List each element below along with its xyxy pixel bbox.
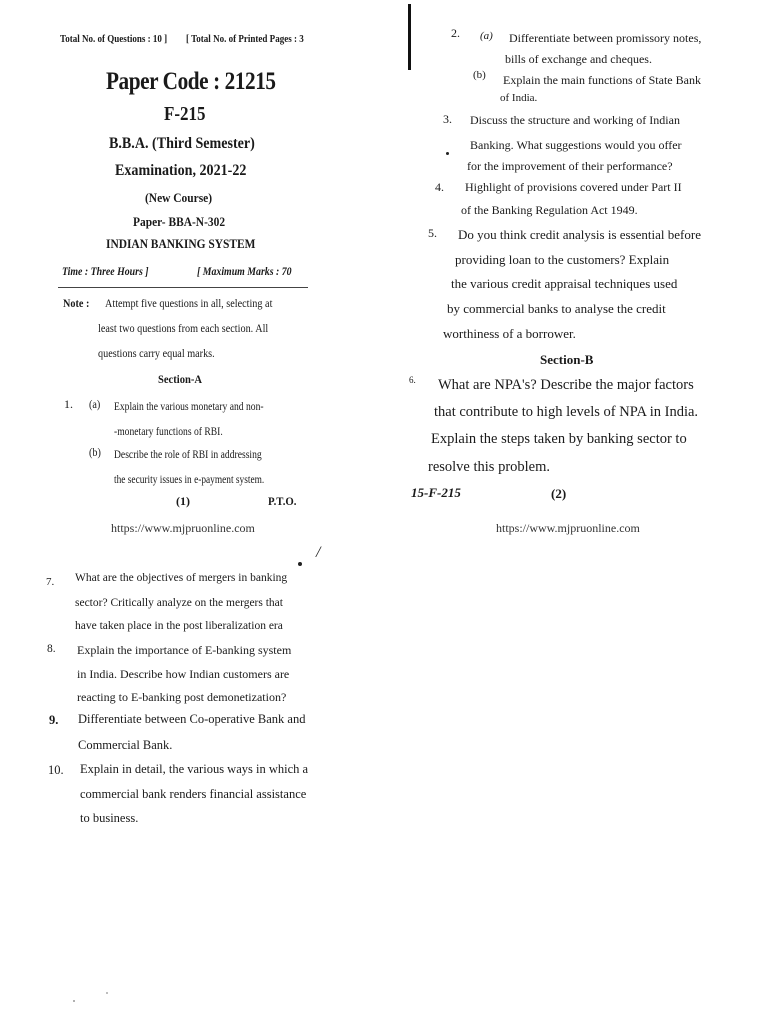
scan-divider-mark bbox=[408, 4, 411, 70]
total-questions: Total No. of Questions : 10 ] bbox=[60, 33, 168, 45]
q5-line-4: by commercial banks to analyse the credit bbox=[447, 301, 666, 316]
q2b-line-2: of India. bbox=[500, 92, 538, 104]
scan-speck bbox=[298, 562, 302, 566]
right-page-number: (2) bbox=[551, 486, 567, 501]
q10-number: 10. bbox=[48, 763, 64, 777]
note-line-3: questions carry equal marks. bbox=[98, 346, 215, 360]
q9-number: 9. bbox=[49, 713, 59, 727]
q5-line-5: worthiness of a borrower. bbox=[443, 326, 576, 341]
q10-line-3: to business. bbox=[80, 811, 139, 825]
pto-label: P.T.O. bbox=[268, 494, 297, 508]
q1b-line-1: Describe the role of RBI in addressing bbox=[114, 447, 262, 461]
q1-number: 1. bbox=[64, 397, 73, 411]
q5-line-3: the various credit appraisal techniques used bbox=[451, 276, 678, 291]
paper-code: Paper Code : 21215 bbox=[106, 68, 276, 95]
maximum-marks: [ Maximum Marks : 70 bbox=[197, 264, 292, 278]
q8-number: 8. bbox=[47, 643, 56, 655]
right-page-url: https://www.mjpruonline.com bbox=[496, 521, 640, 535]
q5-line-2: providing loan to the customers? Explain bbox=[455, 252, 670, 267]
course-title: B.B.A. (Third Semester) bbox=[109, 135, 255, 152]
left-page-url: https://www.mjpruonline.com bbox=[111, 521, 255, 535]
q6-line-4: resolve this problem. bbox=[428, 459, 551, 475]
note-line-2: least two questions from each section. All bbox=[98, 321, 269, 335]
q2b-line-1: Explain the main functions of State Bank bbox=[503, 73, 701, 87]
q4-line-1: Highlight of provisions covered under Part II bbox=[465, 180, 682, 194]
section-a-heading: Section-A bbox=[158, 372, 202, 386]
q2-number: 2. bbox=[451, 26, 460, 40]
q3-number: 3. bbox=[443, 112, 452, 126]
q3-line-2: Banking. What suggestions would you offer bbox=[470, 138, 682, 152]
header-divider bbox=[58, 287, 308, 288]
q6-line-1: What are NPA's? Describe the major factors bbox=[438, 377, 694, 393]
q7-line-2: sector? Critically analyze on the mergers that bbox=[75, 597, 283, 609]
q7-line-3: have taken place in the post liberalization era bbox=[75, 620, 283, 632]
q10-line-2: commercial bank renders financial assistance bbox=[80, 787, 307, 801]
left-page-number: (1) bbox=[176, 494, 190, 508]
q6-line-3: Explain the steps taken by banking sector to bbox=[431, 431, 687, 447]
q3-line-1: Discuss the structure and working of Indian bbox=[470, 113, 680, 127]
scan-speck bbox=[446, 152, 449, 155]
q2a-line-2: bills of exchange and cheques. bbox=[505, 52, 652, 66]
q2a-label: (a) bbox=[480, 30, 493, 42]
q5-line-1: Do you think credit analysis is essential before bbox=[458, 227, 701, 242]
q1b-line-2: the security issues in e-payment system. bbox=[114, 472, 265, 486]
q6-line-2: that contribute to high levels of NPA in India. bbox=[434, 404, 699, 420]
total-printed-pages: [ Total No. of Printed Pages : 3 bbox=[186, 33, 304, 45]
q7-number: 7. bbox=[46, 576, 55, 588]
q9-line-1: Differentiate between Co-operative Bank and bbox=[78, 712, 306, 726]
q9-line-2: Commercial Bank. bbox=[78, 738, 173, 752]
q6-number: 6. bbox=[409, 375, 416, 385]
exam-code: F-215 bbox=[164, 103, 206, 125]
right-footer-code: 15-F-215 bbox=[411, 485, 461, 500]
q4-line-2: of the Banking Regulation Act 1949. bbox=[461, 203, 638, 217]
q1a-label: (a) bbox=[89, 397, 101, 411]
q8-line-1: Explain the importance of E-banking system bbox=[77, 643, 292, 657]
q4-number: 4. bbox=[435, 180, 444, 194]
scan-speck bbox=[106, 992, 108, 994]
q2a-line-1: Differentiate between promissory notes, bbox=[509, 31, 702, 45]
q8-line-3: reacting to E-banking post demonetization? bbox=[77, 690, 287, 704]
scan-speck bbox=[73, 1000, 75, 1002]
scan-mark: / bbox=[316, 544, 321, 561]
course-type: (New Course) bbox=[145, 190, 213, 205]
q8-line-2: in India. Describe how Indian customers are bbox=[77, 667, 290, 681]
q1a-line-2: -monetary functions of RBI. bbox=[114, 424, 223, 438]
subject-title: INDIAN BANKING SYSTEM bbox=[106, 236, 256, 251]
q1b-label: (b) bbox=[89, 445, 101, 459]
q5-number: 5. bbox=[428, 226, 437, 240]
q3-line-3: for the improvement of their performance? bbox=[467, 159, 673, 173]
note-line-1: Attempt five questions in all, selecting at bbox=[105, 296, 273, 310]
q1a-line-1: Explain the various monetary and non- bbox=[114, 399, 264, 413]
section-b-heading: Section-B bbox=[540, 352, 594, 367]
q2b-label: (b) bbox=[473, 69, 486, 81]
time-allowed: Time : Three Hours ] bbox=[62, 264, 149, 278]
note-label: Note : bbox=[63, 296, 90, 310]
paper-number: Paper- BBA-N-302 bbox=[133, 214, 226, 229]
q10-line-1: Explain in detail, the various ways in which a bbox=[80, 762, 309, 776]
exam-year: Examination, 2021-22 bbox=[115, 162, 247, 179]
q7-line-1: What are the objectives of mergers in banking bbox=[75, 572, 288, 584]
